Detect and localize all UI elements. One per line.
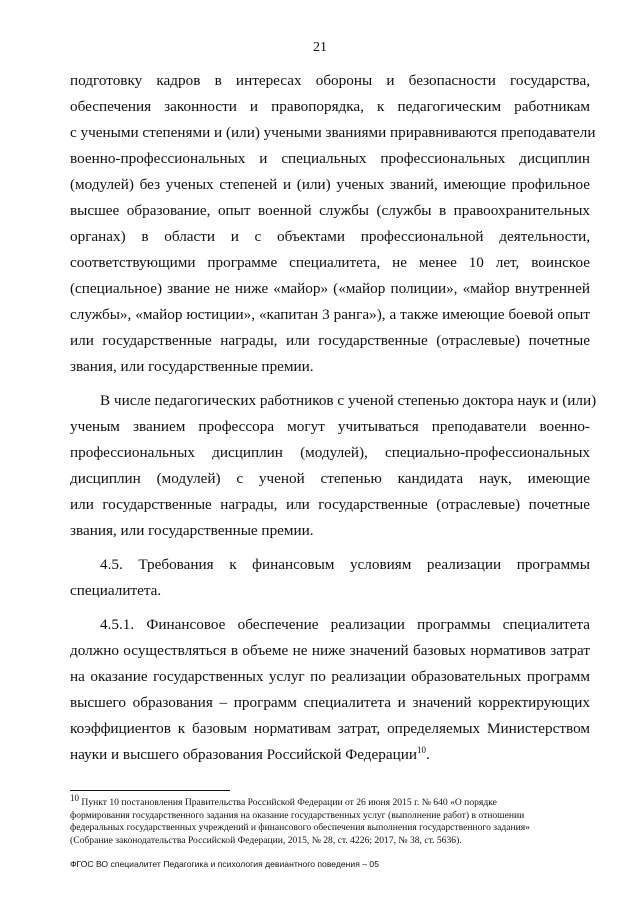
paragraph-4-5-1 [70,612,590,768]
text-line: коэффициентов к базовым нормативам затрат, определяемых Министерством [70,720,590,737]
text-line: (специальное) звание не ниже «майор» («майор полиции», «майор внутренней [70,280,590,297]
text-line: военно-профессиональных и специальных профессиональных дисциплин [70,150,590,167]
text-line: звания, или государственные премии. [70,522,314,539]
text-line: дисциплин (модулей) с ученой степенью кандидата наук, имеющие [70,470,590,487]
text-line: или государственные награды, или государственные (отраслевые) почетные [70,332,590,349]
body-text [70,68,597,768]
page-number: 21 [313,40,327,55]
footnote-line: формирования государственного задания на оказание государственных услуг (выполнение работ) в отношении [70,809,525,821]
footnote-line: федеральных государственных учреждений и финансового обеспечения выполнения государственного задания» [70,822,530,834]
section-heading-4-5 [70,552,590,604]
text-line: профессиональных дисциплин (модулей), специально-профессиональных [70,444,590,461]
footnote-line: (Собрание законодательства Российской Федерации, 2015, № 28, ст. 4226; 2017, № 38, ст. 5636). [70,834,462,846]
text-line: подготовку кадров в интересах обороны и безопасности государства, [70,72,590,89]
document-footer: ФГОС ВО специалитет Педагогика и психология девиантного поведения – 05 [70,859,379,869]
footnote [70,792,590,847]
footnote-divider [70,790,230,791]
paragraph-1 [70,68,596,380]
text-line: 4.5. Требования к финансовым условиям реализации программы [100,556,590,573]
text-line [70,742,590,768]
footnote-marker: 10 [70,792,79,803]
text-fragment: . [426,746,430,763]
text-line: звания, или государственные премии. [70,358,314,375]
text-line: на оказание государственных услуг по реализации образовательных программ [70,668,590,685]
footnote-line [70,792,590,810]
text-fragment: науки и высшего образования Российской Федерации [70,746,417,763]
paragraph-2 [70,388,597,544]
text-line: органах) в области и с объектами профессиональной деятельности, [70,228,590,245]
text-line: специалитета. [70,582,162,599]
text-line: обеспечения законности и правопорядка, к педагогическим работникам [70,98,590,115]
text-line: с учеными степенями и (или) учеными званиями приравниваются преподаватели [70,124,596,141]
text-line: ученым званием профессора могут учитываться преподаватели военно- [70,418,590,435]
footnote-text: Пункт 10 постановления Правительства Российской Федерации от 26 июня 2015 г. № 640 «О порядке [79,797,497,808]
text-line: соответствующими программе специалитета, не менее 10 лет, воинское [70,254,590,271]
text-line: службы», «майор юстиции», «капитан 3 ранга»), а также имеющие боевой опыт [70,306,590,323]
text-line: высшего образования – программ специалитета и значений корректирующих [70,694,590,711]
footnote-reference[interactable]: 10 [417,744,426,755]
text-line: В числе педагогических работников с ученой степенью доктора наук и (или) [100,392,597,409]
text-line: (модулей) без ученых степеней и (или) ученых званий, имеющие профильное [70,176,590,193]
text-line: или государственные награды, или государственные (отраслевые) почетные [70,496,590,513]
text-line: 4.5.1. Финансовое обеспечение реализации программы специалитета [100,616,590,633]
text-line: должно осуществляться в объеме не ниже значений базовых нормативов затрат [70,642,590,659]
text-line: высшее образование, опыт военной службы (службы в правоохранительных [70,202,590,219]
